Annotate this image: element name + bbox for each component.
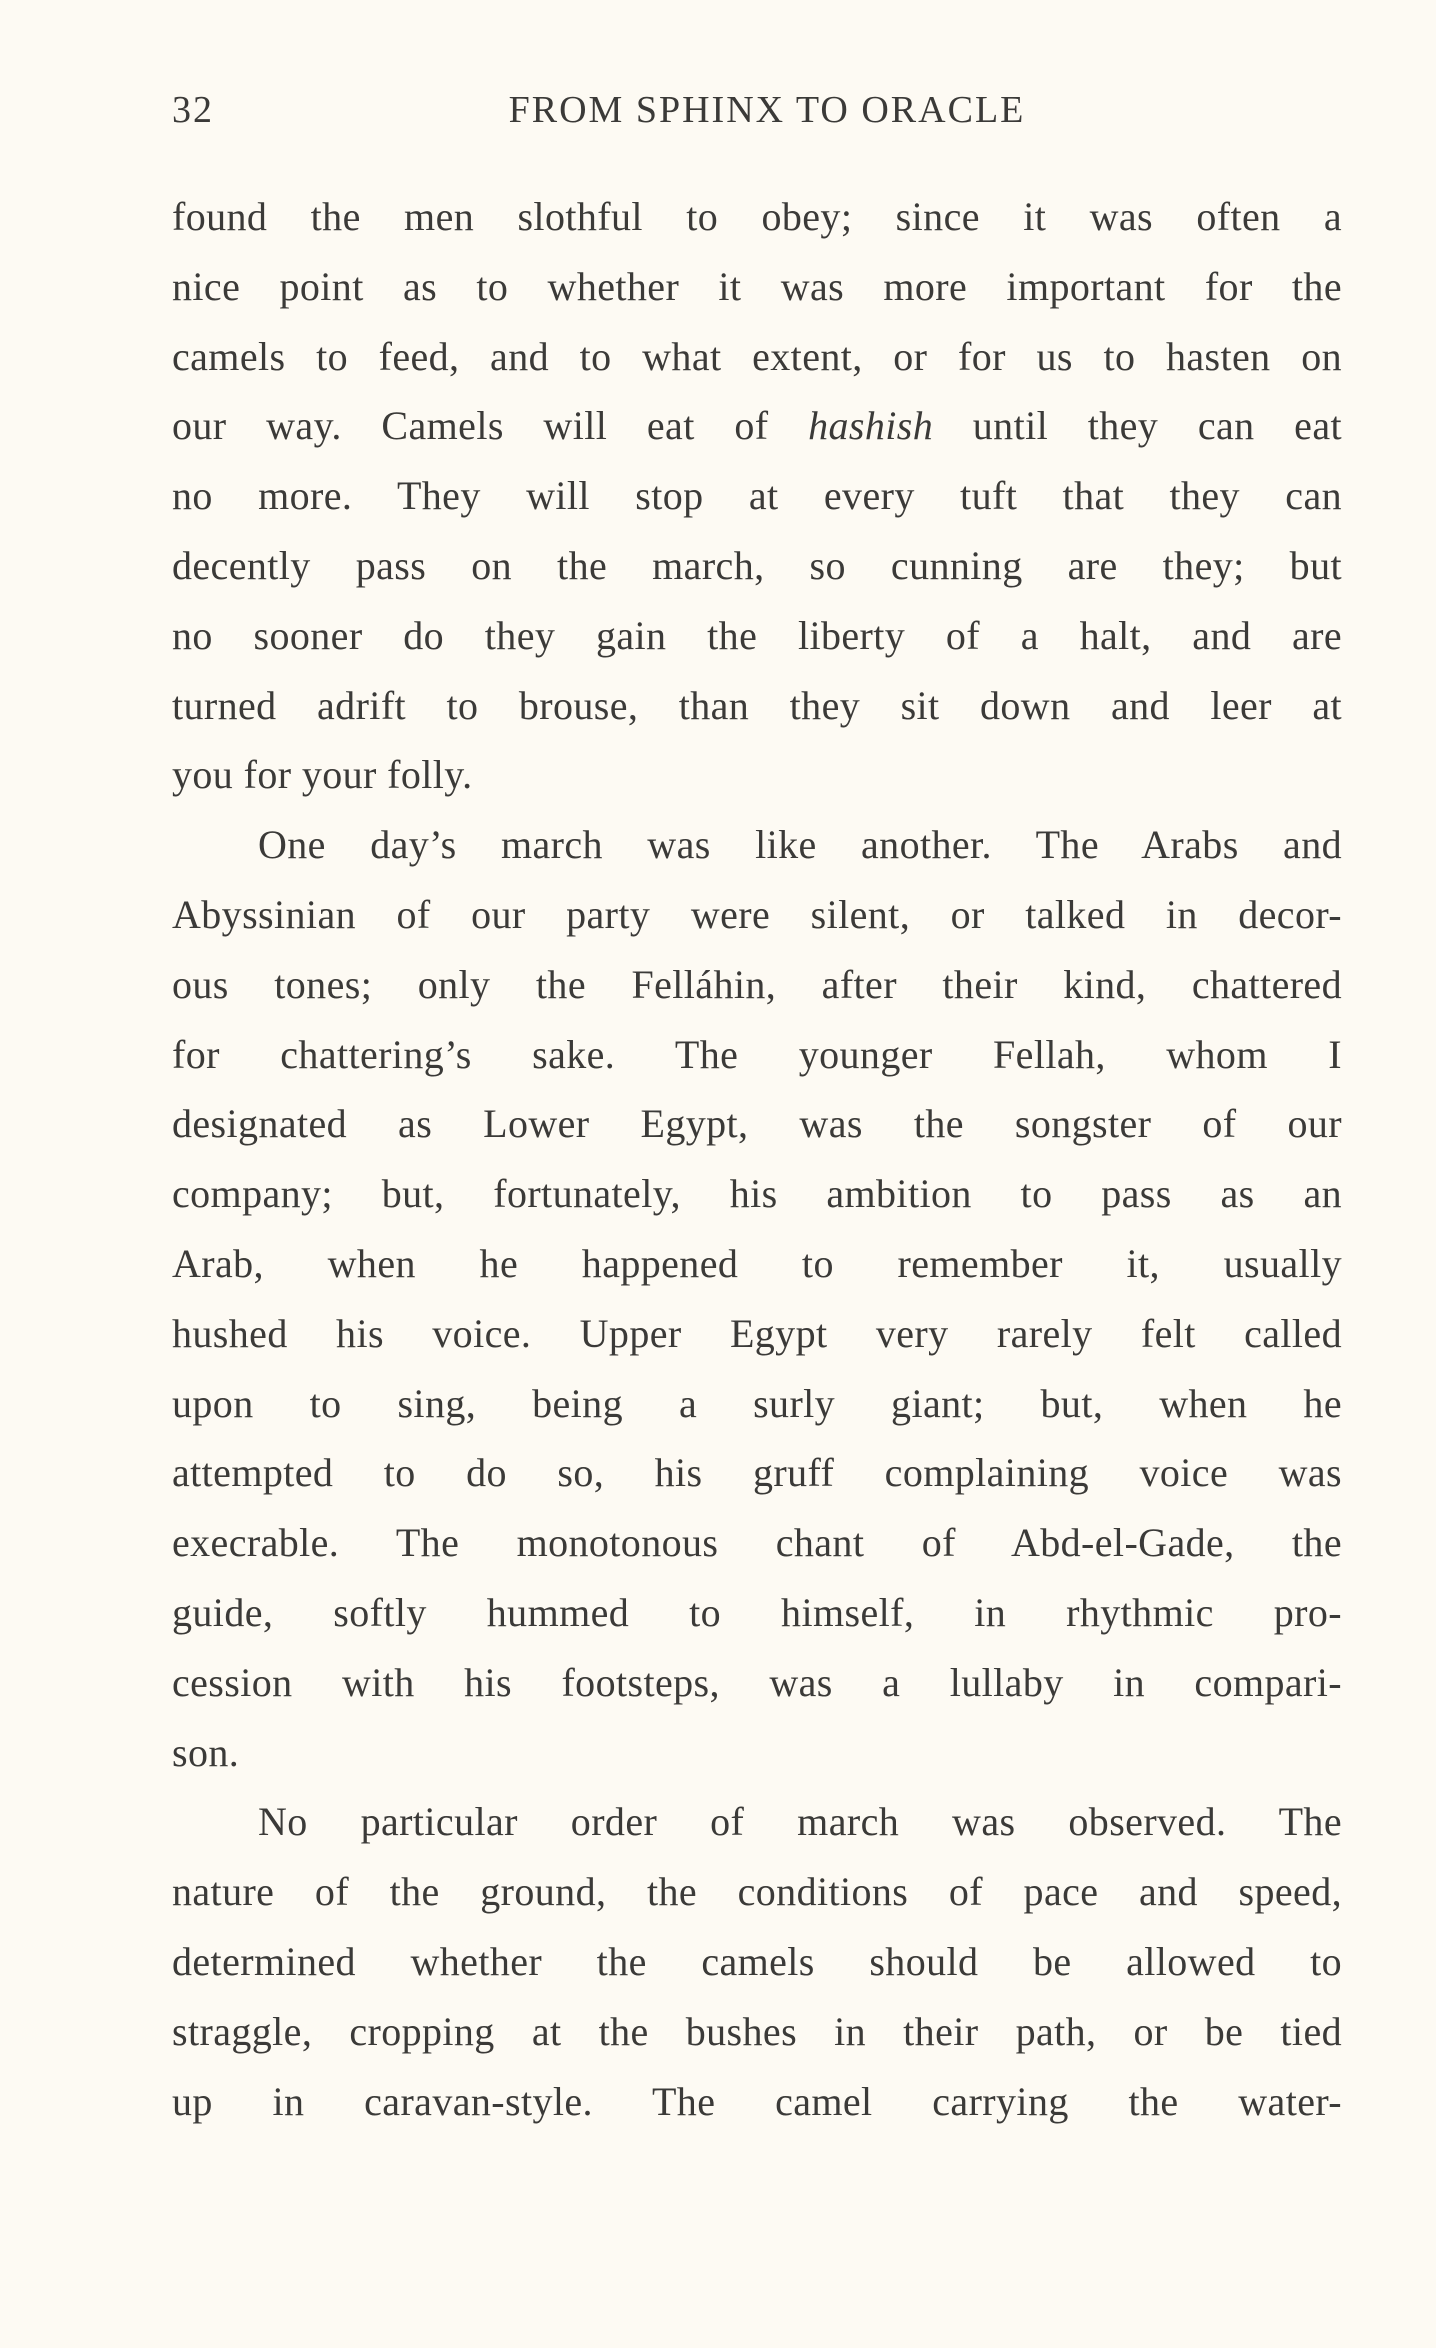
text-segment: no sooner do they gain the liberty of a halt, and are — [172, 612, 1342, 658]
text-segment: guide, softly hummed to himself, in rhythmic pro- — [172, 1589, 1342, 1635]
text-line — [172, 950, 1342, 1020]
text-line — [172, 1508, 1342, 1578]
text-segment: Arab, when he happened to remember it, usually — [172, 1240, 1342, 1286]
text-line — [172, 1438, 1342, 1508]
body-text — [172, 182, 1342, 2136]
text-line — [172, 880, 1342, 950]
text-segment: straggle, cropping at the bushes in their path, or be tied — [172, 2008, 1342, 2054]
text-line — [172, 182, 1342, 252]
text-line — [172, 322, 1342, 392]
text-segment: son. — [172, 1729, 240, 1775]
text-segment: ous tones; only the Felláhin, after their kind, chattered — [172, 961, 1342, 1007]
text-line — [172, 1997, 1342, 2067]
text-segment: Abyssinian of our party were silent, or talked in decor- — [172, 891, 1342, 937]
text-segment: upon to sing, being a surly giant; but, when he — [172, 1380, 1342, 1426]
text-line — [172, 1089, 1342, 1159]
text-line — [172, 810, 1342, 880]
text-segment: designated as Lower Egypt, was the songster of our — [172, 1101, 1342, 1147]
text-line — [172, 252, 1342, 322]
text-segment: turned adrift to brouse, than they sit down and leer at — [172, 682, 1342, 728]
text-line — [172, 1718, 1342, 1788]
text-segment: decently pass on the march, so cunning are they; but — [172, 542, 1342, 588]
running-title: FROM SPHINX TO ORACLE — [508, 89, 1026, 131]
text-line — [172, 671, 1342, 741]
text-segment: cession with his footsteps, was a lullaby in compari- — [172, 1659, 1342, 1705]
text-segment: attempted to do so, his gruff complaining voice was — [172, 1450, 1342, 1496]
text-segment: company; but, fortunately, his ambition to pass as an — [172, 1171, 1342, 1217]
page-header — [172, 88, 1342, 144]
text-segment: execrable. The monotonous chant of Abd-el-Gade, the — [172, 1520, 1342, 1566]
text-segment: No particular order of march was observed. The — [258, 1799, 1342, 1845]
italic-word: hashish — [808, 403, 934, 449]
text-segment: One day’s march was like another. The Arabs and — [258, 822, 1342, 868]
text-segment: until they can eat — [933, 403, 1342, 449]
text-line — [172, 740, 1342, 810]
text-line — [172, 1927, 1342, 1997]
text-line — [172, 461, 1342, 531]
text-segment: our way. Camels will eat of — [172, 403, 809, 449]
text-line — [172, 1299, 1342, 1369]
text-line — [172, 601, 1342, 671]
text-segment: you for your folly. — [172, 752, 473, 798]
text-segment: nature of the ground, the conditions of pace and speed, — [172, 1869, 1342, 1915]
text-line — [172, 1787, 1342, 1857]
text-line — [172, 1578, 1342, 1648]
text-segment: camels to feed, and to what extent, or for us to hasten on — [172, 333, 1342, 379]
text-line — [172, 1648, 1342, 1718]
text-line — [172, 2067, 1342, 2137]
text-line — [172, 531, 1342, 601]
text-segment: found the men slothful to obey; since it was often a — [172, 194, 1342, 239]
text-line — [172, 1857, 1342, 1927]
page-number: 32 — [172, 89, 214, 131]
text-segment: up in caravan-style. The camel carrying the water- — [172, 2078, 1342, 2124]
text-segment: no more. They will stop at every tuft that they can — [172, 473, 1342, 519]
text-segment: determined whether the camels should be allowed to — [172, 1938, 1342, 1984]
text-segment: nice point as to whether it was more important for the — [172, 263, 1342, 309]
text-line — [172, 1369, 1342, 1439]
text-line — [172, 1020, 1342, 1090]
text-segment: for chattering’s sake. The younger Fellah, whom I — [172, 1031, 1342, 1077]
text-line — [172, 1159, 1342, 1229]
text-line — [172, 391, 1342, 461]
text-segment: hushed his voice. Upper Egypt very rarely felt called — [172, 1310, 1342, 1356]
text-line — [172, 1229, 1342, 1299]
